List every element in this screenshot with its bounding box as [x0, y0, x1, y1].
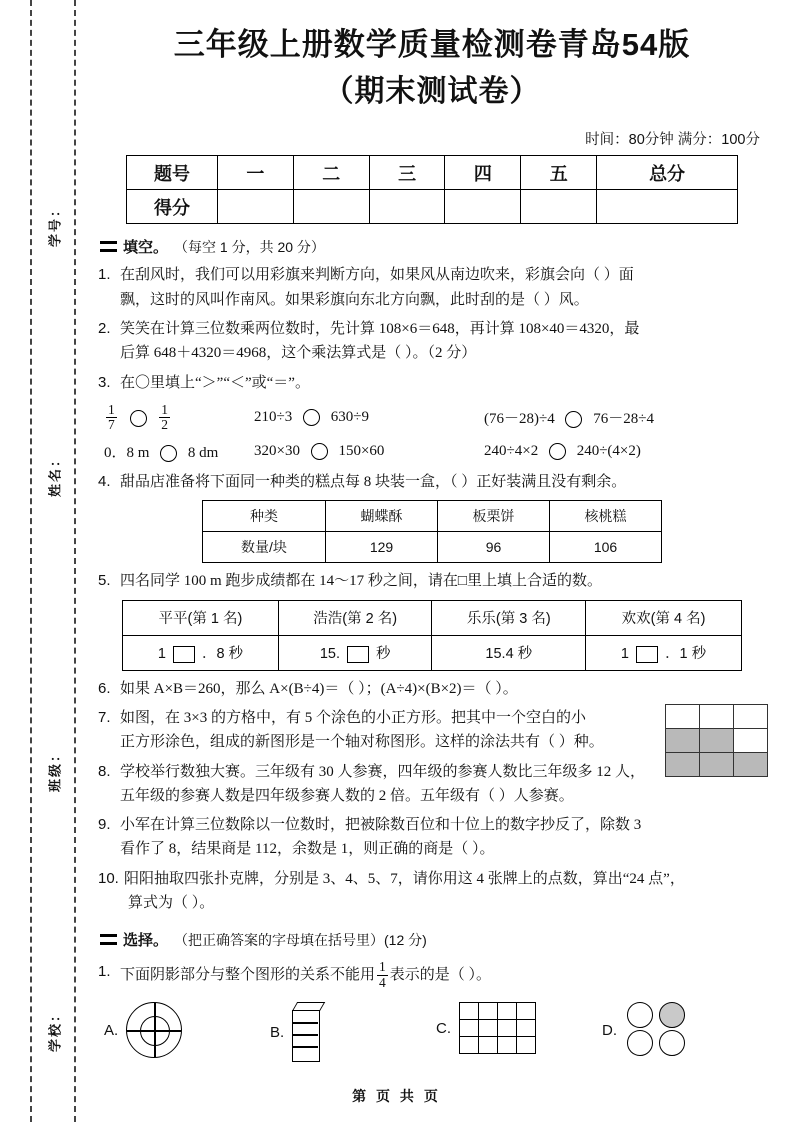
compare-circle-blank[interactable]	[130, 410, 147, 427]
side-label-school: 学校：	[47, 1007, 63, 1053]
score-cell-total[interactable]	[597, 190, 738, 224]
question-line: 甜品店准备将下面同一种类的糕点每 8 块装一盒，（ ）正好装满且没有剩余。	[120, 474, 627, 491]
option-d-label: D.	[602, 1021, 617, 1039]
compare-pair-length	[104, 441, 254, 462]
compare-circle-blank[interactable]	[160, 445, 177, 462]
compare-left-expr: 240÷4×2	[484, 442, 539, 459]
compare-pair-mixed	[484, 407, 768, 428]
cake-cell-1: 129	[326, 532, 438, 563]
score-cell-1[interactable]	[218, 190, 294, 224]
fraction-one-quarter	[377, 960, 388, 990]
choice-text-after: 表示的是（ ）。	[389, 967, 492, 984]
grid-cell	[734, 728, 768, 752]
section-label: 选择。	[123, 932, 169, 950]
option-c[interactable]	[436, 1002, 602, 1054]
question-7	[98, 706, 768, 755]
run-value-pre: 1	[620, 646, 629, 663]
question-number: 10.	[98, 869, 119, 887]
run-cell-3[interactable]	[586, 635, 742, 670]
compare-right-expr: 240÷(4×2)	[576, 442, 641, 459]
cake-table	[202, 500, 662, 563]
run-value-pre: 15.	[319, 646, 340, 663]
question-number: 5.	[98, 572, 111, 590]
score-row-label: 得分	[127, 190, 218, 224]
cake-header-0: 种类	[203, 501, 326, 532]
score-header-1: 一	[218, 156, 294, 190]
question-line: 看作了 8，结果商是 112，余数是 1，则正确的商是（ ）。	[120, 841, 495, 858]
table-row	[203, 501, 662, 532]
compare-left-expr: 320×30	[254, 442, 300, 459]
circle-quadrant-figure	[126, 1002, 182, 1058]
run-header-2: 乐乐(第 3 名)	[432, 600, 586, 635]
question-line: 后算 648＋4320＝4968，这个乘法算式是（ ）。（2 分）	[120, 345, 477, 362]
margin-dash-line-outer	[30, 0, 32, 1122]
grid-cell-shaded	[700, 728, 734, 752]
option-a[interactable]	[104, 1002, 270, 1058]
compare-left-expr: 0．8 m	[104, 444, 150, 461]
run-value-post: 秒	[376, 646, 391, 663]
question-line	[120, 960, 768, 990]
grid-cell-shaded	[666, 752, 700, 776]
run-header-3: 欢欢(第 4 名)	[586, 600, 742, 635]
question-line: 小军在计算三位数除以一位数时，把被除数百位和十位上的数字抄反了，除数 3	[120, 817, 642, 834]
option-d[interactable]	[602, 1002, 768, 1058]
grid-cell-shaded	[700, 752, 734, 776]
question-body	[120, 813, 768, 862]
question-body	[120, 960, 768, 990]
grid-cell-shaded	[734, 752, 768, 776]
question-line: 在刮风时，我们可以用彩旗来判断方向，如果风从南边吹来，彩旗会向（ ）面	[120, 267, 634, 284]
run-header-1: 浩浩(第 2 名)	[278, 600, 432, 635]
page-footer: 第 页 共 页	[352, 1088, 441, 1104]
question-body	[124, 867, 768, 916]
table-row	[123, 600, 742, 635]
section-marker-icon	[100, 934, 117, 945]
score-header-3: 三	[369, 156, 445, 190]
fraction-numerator: 1	[379, 959, 386, 975]
cake-cell-2: 96	[438, 532, 550, 563]
score-cell-2[interactable]	[293, 190, 369, 224]
question-number: 6.	[98, 679, 111, 697]
question-1	[98, 263, 768, 312]
run-cell-2: 15.4 秒	[432, 635, 586, 670]
run-time-table	[122, 600, 742, 671]
table-row	[460, 1020, 536, 1037]
question-line: 算式为（ ）。	[128, 895, 215, 912]
question-5	[98, 569, 768, 593]
table-row	[127, 156, 738, 190]
compare-pair-fractions	[104, 403, 254, 433]
question-line: 如图，在 3×3 的方格中，有 5 个涂色的小正方形。把其中一个空白的小	[120, 709, 586, 726]
option-b-label: B.	[270, 1023, 285, 1041]
grid-rect-figure	[459, 1002, 536, 1054]
question-number: 3.	[98, 373, 111, 391]
four-circles-figure	[625, 1002, 695, 1058]
compare-pair-division	[254, 409, 484, 426]
score-header-label: 题号	[127, 156, 218, 190]
score-header-5: 五	[521, 156, 597, 190]
side-label-class: 班级：	[47, 747, 63, 793]
answer-box[interactable]	[347, 646, 369, 663]
run-value-post: ．8 秒	[201, 646, 244, 663]
score-table	[126, 155, 738, 224]
section-sub: （每空 1 分，共 20 分）	[174, 238, 325, 255]
option-a-label: A.	[104, 1021, 119, 1039]
grid-cell	[734, 704, 768, 728]
question-line: 学校举行数独大赛。三年级有 30 人参赛，四年级的参赛人数比三年级多 12 人，	[120, 763, 646, 780]
exam-meta: 时间：80分钟 满分：100分	[585, 132, 760, 149]
option-b[interactable]	[270, 1002, 436, 1062]
answer-box[interactable]	[173, 646, 195, 663]
table-row	[460, 1037, 536, 1054]
margin-dash-line-inner	[74, 0, 76, 1122]
option-c-label: C.	[436, 1019, 451, 1037]
fraction-denominator: 4	[379, 974, 386, 990]
table-row	[460, 1003, 536, 1020]
question-number: 7.	[98, 708, 111, 726]
compare-right-expr: 8 dm	[187, 444, 219, 461]
side-label-name: 姓名：	[47, 452, 63, 498]
section-heading-fill-blank	[100, 236, 768, 257]
question-line: 笑笑在计算三位数乘两位数时，先计算 108×6＝648，再计算 108×40＝4320，最	[120, 320, 640, 337]
score-cell-3[interactable]	[369, 190, 445, 224]
question-10	[98, 867, 768, 916]
run-value-post: ．1 秒	[665, 646, 707, 663]
question-number: 1.	[98, 266, 111, 284]
table-row	[123, 635, 742, 670]
run-cell-1[interactable]	[278, 635, 432, 670]
fraction-one-seventh	[106, 403, 117, 433]
choice-text-before: 下面阴影部分与整个图形的关系不能用	[120, 967, 376, 984]
question-line: 如果 A×B＝260，那么 A×(B÷4)＝（ ）；(A÷4)×(B×2)＝（ ）。	[120, 680, 518, 697]
grid-3x3	[665, 704, 768, 777]
cake-header-1: 蝴蝶酥	[326, 501, 438, 532]
question-number: 4.	[98, 473, 111, 491]
grid-cell	[700, 704, 734, 728]
section-heading-choice	[100, 929, 768, 950]
question-body	[120, 371, 768, 395]
fraction-denominator: 2	[161, 417, 168, 433]
table-row	[127, 190, 738, 224]
exam-content	[96, 0, 768, 1122]
question-line: 四名同学 100 m 跑步成绩都在 14～17 秒之间，请在□里上填上合适的数。	[120, 573, 602, 590]
question-body	[120, 263, 768, 312]
question-line: 在〇里填上“＞”“＜”或“＝”。	[120, 374, 310, 391]
score-header-4: 四	[445, 156, 521, 190]
question-number: 1.	[98, 963, 111, 981]
compare-right-expr: 150×60	[338, 442, 385, 459]
run-value-pre: 1	[157, 646, 166, 663]
grid-cell	[666, 704, 700, 728]
page-title	[96, 24, 768, 112]
cake-header-3: 核桃糕	[550, 501, 662, 532]
compare-circle-blank[interactable]	[311, 443, 328, 460]
compare-row-1	[104, 403, 768, 433]
question-line: 飘，这时的风叫作南风。如果彩旗向东北方向飘，此时刮的是（ ）风。	[120, 291, 589, 308]
compare-pair-divide	[484, 443, 768, 460]
table-row	[666, 704, 768, 728]
question-line: 正方形涂色，组成的新图形是一个轴对称图形。这样的涂法共有（ ）种。	[120, 734, 604, 751]
cake-header-2: 板栗饼	[438, 501, 550, 532]
side-label-student-id: 学号：	[47, 202, 63, 248]
column-strip-figure	[292, 1002, 326, 1062]
compare-right-expr: 630÷9	[330, 409, 369, 426]
score-header-2: 二	[293, 156, 369, 190]
answer-box[interactable]	[636, 646, 658, 663]
table-row	[666, 728, 768, 752]
score-cell-5[interactable]	[521, 190, 597, 224]
compare-right-expr: 76－28÷4	[593, 411, 654, 428]
fraction-denominator: 7	[108, 417, 115, 433]
grid-3x3-figure	[665, 704, 768, 777]
compare-circle-blank[interactable]	[549, 443, 566, 460]
question-body	[120, 470, 768, 494]
fraction-numerator: 1	[108, 401, 115, 417]
question-2	[98, 317, 768, 366]
compare-row-2	[104, 441, 768, 462]
question-body	[120, 569, 768, 593]
question-9	[98, 813, 768, 862]
table-row	[203, 532, 662, 563]
question-4	[98, 470, 768, 494]
run-header-0: 平平(第 1 名)	[123, 600, 279, 635]
table-row	[666, 752, 768, 776]
question-number: 9.	[98, 816, 111, 834]
choice-options-row	[104, 1002, 768, 1062]
section-sub: （把正确答案的字母填在括号里）(12 分)	[174, 931, 427, 948]
question-number: 2.	[98, 319, 111, 337]
section-marker-icon	[100, 241, 117, 252]
cake-cell-3: 106	[550, 532, 662, 563]
side-label-column	[38, 0, 68, 1122]
cake-cell-0: 数量/块	[203, 532, 326, 563]
fraction-one-half	[159, 403, 170, 433]
run-cell-0[interactable]	[123, 635, 279, 670]
question-line: 阳阳抽取四张扑克牌，分别是 3、4、5、7，请你用这 4 张牌上的点数，算出“24 点”，	[124, 870, 685, 887]
fraction-numerator: 1	[161, 401, 168, 417]
section-label: 填空。	[123, 239, 169, 257]
question-line: 五年级的参赛人数是四年级参赛人数的 2 倍。五年级有（ ）人参赛。	[120, 787, 574, 804]
question-6	[98, 677, 768, 701]
question-body	[120, 677, 768, 701]
compare-left-expr: 210÷3	[254, 409, 293, 426]
compare-left-expr: (76－28)÷4	[484, 411, 555, 428]
score-cell-4[interactable]	[445, 190, 521, 224]
question-body	[120, 317, 768, 366]
compare-circle-blank[interactable]	[303, 409, 320, 426]
question-3	[98, 371, 768, 395]
title-line-1: 三年级上册数学质量检测卷青岛54版	[173, 27, 691, 62]
compare-circle-blank[interactable]	[565, 411, 582, 428]
question-number: 8.	[98, 762, 111, 780]
score-header-total: 总分	[597, 156, 738, 190]
title-line-2: （期末测试卷）	[323, 74, 541, 108]
choice-question-1	[98, 960, 768, 990]
grid-cell-shaded	[666, 728, 700, 752]
compare-pair-multiply	[254, 443, 484, 460]
